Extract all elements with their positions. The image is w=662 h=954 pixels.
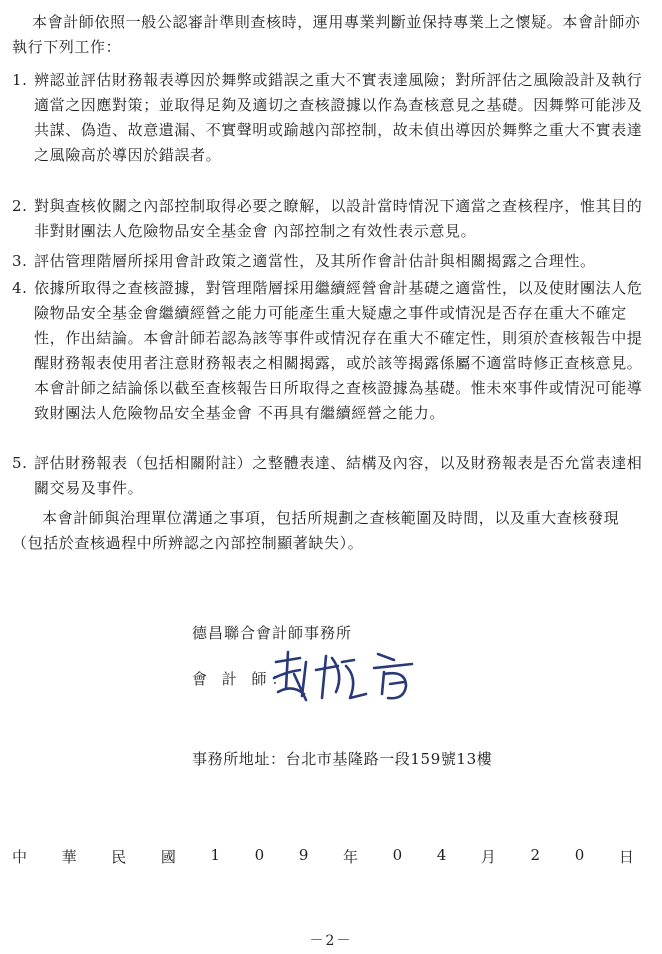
date-char: 月	[480, 848, 496, 866]
item-number: 1.	[12, 71, 28, 89]
list-item-2	[12, 194, 648, 244]
date-char: 日	[618, 848, 634, 866]
list-item-1	[12, 68, 648, 168]
cpa-label: 會 計 師：	[192, 670, 292, 688]
list-item-5	[12, 451, 648, 501]
date-char: 0	[254, 846, 265, 864]
item-number: 4.	[12, 279, 28, 297]
date-char: 1	[210, 846, 221, 864]
date-char: 民	[111, 848, 127, 866]
date-char: 華	[61, 848, 77, 866]
item-text: 辨認並評估財務報表導因於舞弊或錯誤之重大不實表達風險；對所評估之風險設計及執行適當之因應對策；並取得足夠及適切之查核證據以作為查核意見之基礎。因舞弊可能涉及共謀、偽造、故意遺漏、不實聲明或踰越內部控制，故未偵出導因於舞弊之重大不實表達之風險高於導因於錯誤者。	[34, 71, 643, 164]
item-number: 3.	[12, 252, 28, 270]
item-text: 對與查核攸關之內部控制取得必要之瞭解，以設計當時情況下適當之查核程序，惟其目的非對財團法人危險物品安全基金會 內部控制之有效性表示意見。	[34, 197, 643, 240]
signature-handwritten	[266, 648, 426, 710]
item-text: 評估財務報表（包括相關附註）之整體表達、結構及內容，以及財務報表是否允當表達相關交易及事件。	[34, 454, 643, 497]
date-char: 年	[342, 848, 358, 866]
item-number: 5.	[12, 454, 28, 472]
closing-paragraph: 本會計師與治理單位溝通之事項，包括所規劃之查核範圍及時間，以及重大查核發現（包括於查核過程中所辨認之內部控制顯著缺失）。	[12, 509, 620, 552]
list-item-3	[12, 249, 648, 274]
date-char: 9	[298, 846, 309, 864]
date-char: 國	[160, 848, 176, 866]
item-text: 評估管理階層所採用會計政策之適當性，及其所作會計估計與相關揭露之合理性。	[34, 252, 596, 270]
firm-name: 德昌聯合會計師事務所	[192, 624, 353, 642]
page-number: －2－	[309, 933, 353, 949]
date-char: 2	[530, 846, 541, 864]
date-char: 0	[574, 846, 585, 864]
date-char: 中	[12, 848, 28, 866]
date-char: 4	[436, 846, 447, 864]
list-item-4	[12, 276, 648, 426]
intro-paragraph: 本會計師依照一般公認審計準則查核時，運用專業判斷並保持專業上之懷疑。本會計師亦執行下列工作：	[12, 13, 641, 56]
firm-address: 事務所地址：台北市基隆路一段159號13樓	[192, 750, 493, 768]
item-number: 2.	[12, 197, 28, 215]
report-date	[12, 846, 634, 867]
item-text: 依據所取得之查核證據，對管理階層採用繼續經營會計基礎之適當性，以及使財團法人危險物品安全基金會繼續經營之能力可能產生重大疑慮之事件或情況是否存在重大不確定性，作出結論。本會計師若認為該等事件或情況存在重大不確定性，則須於查核報告中提醒財務報表使用者注意財務報表之相關揭露，或於該等揭露係屬不適當時修正查核意見。本會計師之結論係以截至查核報告日所取得之查核證據為基礎。惟未來事件或情況可能導致財團法人危險物品安全基金會 不再具有繼續經營之能力。	[34, 279, 643, 422]
date-char: 0	[392, 846, 403, 864]
